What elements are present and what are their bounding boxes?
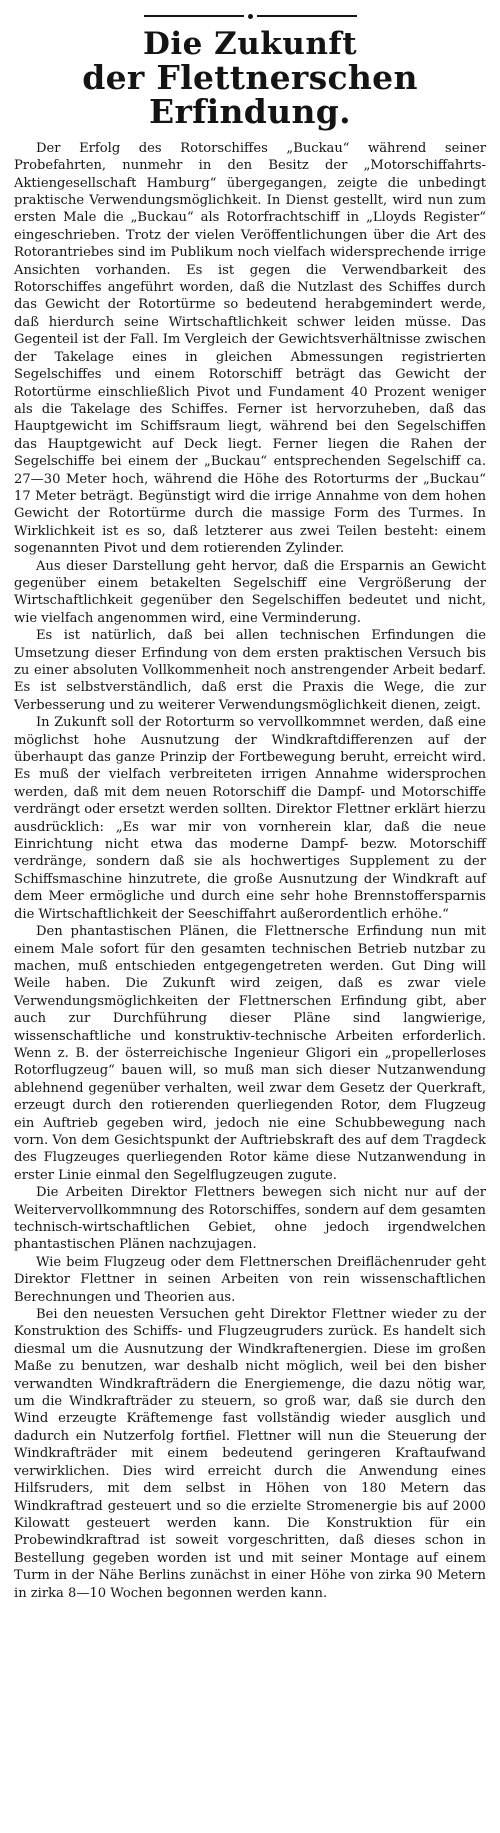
- paragraph-3: Es ist natürlich, daß bei allen technischen Erfindungen die Umsetzung dieser Erfindung von dem ersten praktischen Versuch bis zu einer absoluten Vollkommenheit noch anstrengender Arbeit bedarf. Es ist selbstverständlich, daß erst die Praxis die Wege, die zur Verbesserung und zu weiterer Verwendungsmöglichkeit dienen, zeigt.: [14, 628, 486, 713]
- ornament-line-left: [144, 15, 244, 17]
- headline-line-1: Die Zukunft: [142, 26, 358, 62]
- ornament-line-right: [257, 15, 357, 17]
- paragraph-4: In Zukunft soll der Rotorturm so vervollkommnet werden, daß eine möglichst hohe Ausnutzung der Windkraftdifferenzen auf der überhaupt das ganze Prinzip der Fortbewegung beruht, erreicht wird. Es muß der vielfach verbreiteten irrigen Annahme widersprochen werden, daß mit dem neuen Rotorschiff die Dampf- und Motorschiffe verdrängt oder ersetzt werden sollten. Direktor Flettner erklärt hierzu ausdrücklich: „Es war mir von vornherein klar, daß die neue Einrichtung nicht etwa das moderne Dampf- bezw. Motorschiff verdränge, sondern daß sie als hochwertiges Supplement zu der Schiffsmaschine hinzutrete, die große Ausnutzung der Windkraft auf dem Meer ermögliche und durch eine sehr hohe Brennstoffersparnis die Wirtschaftlichkeit der Seeschiffahrt außerordentlich erhöhe.“: [14, 715, 486, 922]
- paragraph-8: Bei den neuesten Versuchen geht Direktor Flettner wieder zu der Konstruktion des Schiffs- und Flugzeugruders zurück. Es handelt sich diesmal um die Ausnutzung der Windkraftenergien. Diese im großen Maße zu benutzen, war deshalb nicht möglich, weil bei den bisher verwandten Windkrafträdern die Energiemenge, die dazu nötig war, um die Windkrafträder zu steuern, so groß war, daß sie durch den Wind erzeugte Kräftemenge fast vollständig wieder ausglich und dadurch ein Nutzerfolg fortfiel. Flettner will nun die Steuerung der Windkrafträder mit einem bedeutend geringeren Kraftaufwand verwirklichen. Dies wird erreicht durch die Anwendung eines Hilfsruders, mit dem selbst in Höhen von 180 Metern das Windkraftrad gesteuert und so die erzielte Stromenergie bis auf 2000 Kilowatt gesteuert werden kann. Die Konstruktion für ein Probewindkraftrad ist soweit vorgeschritten, daß dieses schon in Bestellung gegeben worden ist und mit seiner Montage auf einem Turm in der Nähe Berlins zunächst in einer Höhe von zirka 90 Metern in zirka 8—10 Wochen begonnen werden kann.: [14, 1307, 486, 1601]
- headline-line-2: der Flettnerschen Erfindung.: [82, 57, 418, 132]
- top-ornament-rule: [14, 10, 486, 22]
- paragraph-5: Den phantastischen Plänen, die Flettnersche Erfindung nun mit einem Male sofort für den gesamten technischen Betrieb nutzbar zu machen, muß entschieden entgegengetreten werden. Gut Ding will Weile haben. Die Zukunft wird zeigen, daß es zwar viele Verwendungsmöglichkeiten der Flettnerschen Erfindung gibt, aber auch zur Durchführung dieser Pläne sind langwierige, wissenschaftliche und konstruktiv-technische Arbeiten erforderlich. Wenn z. B. der österreichische Ingenieur Gligori ein „propellerloses Rotorflugzeug“ bauen will, so muß man sich dieser Nutzanwendung ablehnend gegenüber verhalten, weil zwar dem Gesetz der Querkraft, erzeugt durch den rotierenden querliegenden Rotor, dem Flugzeug ein Auftrieb gegeben wird, jedoch nie eine Schubbewegung nach vorn. Von dem Gesichtspunkt der Auftriebskraft des auf dem Tragdeck des Flugzeuges querliegenden Rotor käme diese Nutzanwendung in erster Linie einmal den Segelflugzeugen zugute.: [14, 924, 486, 1183]
- paragraph-2: Aus dieser Darstellung geht hervor, daß die Ersparnis an Gewicht gegenüber einem betakelten Segelschiff eine Vergrößerung der Wirtschaftlichkeit gegenüber den Segelschiffen bedeutet und nicht, wie vielfach angenommen wird, eine Verminderung.: [14, 558, 486, 626]
- paragraph-1: Der Erfolg des Rotorschiffes „Buckau“ während seiner Probefahrten, nunmehr in den Besitz der „Motorschiffahrts-Aktiengesellschaft Hamburg“ übergegangen, zeigte die unbedingt praktische Verwendungsmöglichkeit. In Dienst gestellt, wird nun zum ersten Male die „Buckau“ als Rotorfrachtschiff in „Lloyds Register“ eingeschrieben. Trotz der vielen Veröffentlichungen über die Art des Rotorantriebes sind im Publikum noch vielfach widersprechende irrige Ansichten vorhanden. Es ist gegen die Verwendbarkeit des Rotorschiffes angeführt worden, daß die Nutzlast des Schiffes durch das Gewicht der Rotortürme so bedeutend herabgemindert werde, daß hierdurch seine Wirtschaftlichkeit schwer leiden müsse. Das Gegenteil ist der Fall. Im Vergleich der Gewichtsverhältnisse zwischen der Takelage eines in gleichen Abmessungen registrierten Segelschiffes und einem Rotorschiff beträgt das Gewicht der Rotortürme einschließlich Pivot und Fundament 40 Prozent weniger als die Takelage des Schiffes. Ferner ist hervorzuheben, daß das Hauptgewicht im Schiffsraum liegt, während bei den Segelschiffen das Hauptgewicht auf Deck liegt. Ferner liegen die Rahen der Segelschiffe bei einem der „Buckau“ entsprechenden Segelschiff ca. 27—30 Meter hoch, während die Höhe des Rotorturms der „Buckau“ 17 Meter beträgt. Begünstigt wird die irrige Annahme von dem hohen Gewicht der Rotortürme durch die massige Form des Turmes. In Wirklichkeit ist es so, daß letzterer aus zwei Teilen besteht: einem sogenannten Pivot und dem rotierenden Zylinder.: [14, 140, 486, 557]
- ornament-dot: [248, 14, 253, 19]
- article-body: [14, 140, 486, 1602]
- paragraph-7: Wie beim Flugzeug oder dem Flettnerschen Dreiflächenruder geht Direktor Flettner in seinen Arbeiten von rein wissenschaftlichen Berechnungen und Theorien aus.: [14, 1254, 486, 1305]
- paragraph-6: Die Arbeiten Direktor Flettners bewegen sich nicht nur auf der Weitervervollkommnung des Rotorschiffes, sondern auf dem gesamten technisch-wirtschaftlichen Gebiet, ohne jedoch irgendwelchen phantastischen Plänen nachzujagen.: [14, 1185, 486, 1253]
- article-headline: [14, 28, 486, 130]
